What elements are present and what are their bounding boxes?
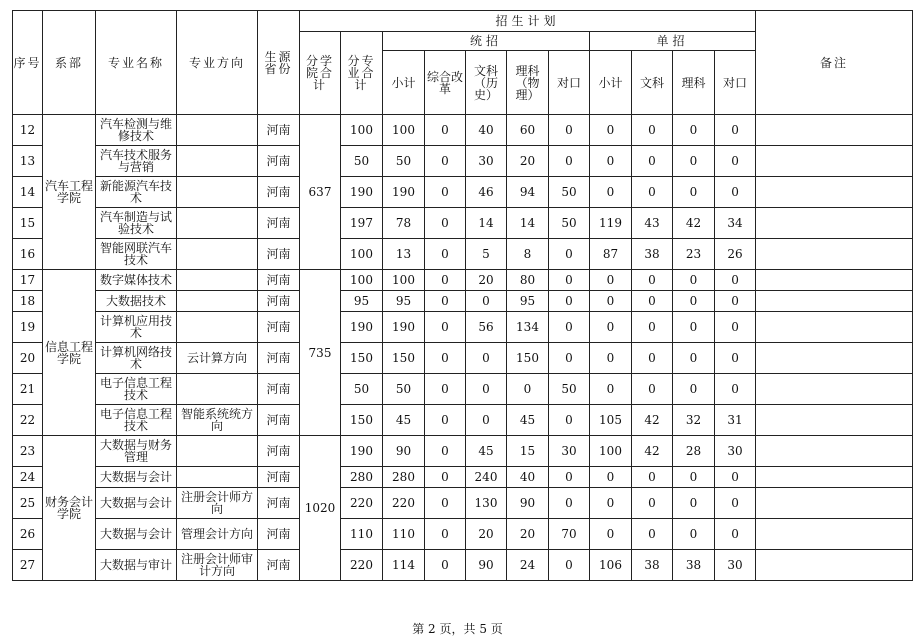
row-number-cell: 13 xyxy=(13,146,43,177)
header-single-subtotal: 小计 xyxy=(590,51,632,115)
major-total-cell: 280 xyxy=(341,467,383,488)
header-major-total: 分专业合计 xyxy=(341,32,383,115)
major-name-cell: 计算机网络技术 xyxy=(96,343,177,374)
province-cell: 河南 xyxy=(258,312,300,343)
single-arts-cell: 0 xyxy=(632,115,673,146)
single-subtotal-cell: 0 xyxy=(590,488,632,519)
major-name-cell: 汽车技术服务与营销 xyxy=(96,146,177,177)
unified-arts-cell: 130 xyxy=(466,488,507,519)
unified-science-cell: 20 xyxy=(507,146,549,177)
unified-arts-cell: 14 xyxy=(466,208,507,239)
unified-reform-cell: 0 xyxy=(425,488,466,519)
province-cell: 河南 xyxy=(258,239,300,270)
single-subtotal-cell: 119 xyxy=(590,208,632,239)
major-name-cell: 大数据技术 xyxy=(96,291,177,312)
unified-science-cell: 150 xyxy=(507,343,549,374)
unified-arts-cell: 30 xyxy=(466,146,507,177)
header-province: 生源省份 xyxy=(258,11,300,115)
unified-pair-cell: 0 xyxy=(549,312,590,343)
unified-arts-cell: 0 xyxy=(466,343,507,374)
single-subtotal-cell: 87 xyxy=(590,239,632,270)
single-subtotal-cell: 0 xyxy=(590,467,632,488)
department-cell: 汽车工程学院 xyxy=(43,115,96,270)
row-number-cell: 22 xyxy=(13,405,43,436)
single-subtotal-cell: 0 xyxy=(590,519,632,550)
major-direction-cell: 管理会计方向 xyxy=(177,519,258,550)
single-science-cell: 0 xyxy=(673,488,715,519)
table-row xyxy=(13,467,913,488)
remark-cell xyxy=(756,239,913,270)
unified-reform-cell: 0 xyxy=(425,208,466,239)
header-unified-pair: 对口 xyxy=(549,51,590,115)
major-total-cell: 150 xyxy=(341,343,383,374)
header-direction: 专业方向 xyxy=(177,11,258,115)
major-total-cell: 220 xyxy=(341,550,383,581)
header-dept: 系部 xyxy=(43,11,96,115)
major-total-cell: 100 xyxy=(341,115,383,146)
major-direction-cell xyxy=(177,146,258,177)
single-subtotal-cell: 0 xyxy=(590,177,632,208)
province-cell: 河南 xyxy=(258,115,300,146)
table-row xyxy=(13,405,913,436)
unified-pair-cell: 0 xyxy=(549,146,590,177)
enrollment-plan-table xyxy=(12,10,913,581)
single-science-cell: 38 xyxy=(673,550,715,581)
unified-pair-cell: 70 xyxy=(549,519,590,550)
unified-reform-cell: 0 xyxy=(425,239,466,270)
single-arts-cell: 0 xyxy=(632,374,673,405)
single-science-cell: 42 xyxy=(673,208,715,239)
remark-cell xyxy=(756,177,913,208)
unified-arts-cell: 0 xyxy=(466,374,507,405)
unified-subtotal-cell: 13 xyxy=(383,239,425,270)
unified-arts-cell: 46 xyxy=(466,177,507,208)
single-pair-cell: 0 xyxy=(715,374,756,405)
unified-reform-cell: 0 xyxy=(425,519,466,550)
unified-arts-cell: 20 xyxy=(466,519,507,550)
single-arts-cell: 0 xyxy=(632,270,673,291)
unified-reform-cell: 0 xyxy=(425,436,466,467)
single-science-cell: 28 xyxy=(673,436,715,467)
major-name-cell: 计算机应用技术 xyxy=(96,312,177,343)
unified-arts-cell: 0 xyxy=(466,291,507,312)
province-cell: 河南 xyxy=(258,405,300,436)
remark-cell xyxy=(756,374,913,405)
single-subtotal-cell: 0 xyxy=(590,291,632,312)
major-direction-cell xyxy=(177,177,258,208)
major-name-cell: 智能网联汽车技术 xyxy=(96,239,177,270)
row-number-cell: 18 xyxy=(13,291,43,312)
single-science-cell: 0 xyxy=(673,312,715,343)
header-unified-subtotal: 小计 xyxy=(383,51,425,115)
major-direction-cell xyxy=(177,208,258,239)
unified-science-cell: 40 xyxy=(507,467,549,488)
single-pair-cell: 26 xyxy=(715,239,756,270)
row-number-cell: 23 xyxy=(13,436,43,467)
unified-arts-cell: 90 xyxy=(466,550,507,581)
unified-science-cell: 24 xyxy=(507,550,549,581)
province-cell: 河南 xyxy=(258,208,300,239)
unified-arts-cell: 45 xyxy=(466,436,507,467)
province-cell: 河南 xyxy=(258,436,300,467)
single-pair-cell: 0 xyxy=(715,177,756,208)
province-cell: 河南 xyxy=(258,488,300,519)
major-name-cell: 汽车检测与维修技术 xyxy=(96,115,177,146)
unified-subtotal-cell: 100 xyxy=(383,115,425,146)
major-direction-cell xyxy=(177,115,258,146)
remark-cell xyxy=(756,467,913,488)
unified-subtotal-cell: 190 xyxy=(383,177,425,208)
row-number-cell: 24 xyxy=(13,467,43,488)
single-arts-cell: 0 xyxy=(632,519,673,550)
remark-cell xyxy=(756,405,913,436)
single-pair-cell: 0 xyxy=(715,488,756,519)
major-name-cell: 大数据与会计 xyxy=(96,467,177,488)
table-body xyxy=(13,115,913,581)
unified-subtotal-cell: 90 xyxy=(383,436,425,467)
single-science-cell: 23 xyxy=(673,239,715,270)
major-name-cell: 电子信息工程技术 xyxy=(96,405,177,436)
single-subtotal-cell: 0 xyxy=(590,343,632,374)
province-cell: 河南 xyxy=(258,550,300,581)
single-science-cell: 0 xyxy=(673,177,715,208)
table-row xyxy=(13,146,913,177)
single-pair-cell: 30 xyxy=(715,550,756,581)
header-unified: 统招 xyxy=(383,32,590,51)
table-header xyxy=(13,11,913,115)
unified-reform-cell: 0 xyxy=(425,405,466,436)
single-arts-cell: 0 xyxy=(632,177,673,208)
unified-reform-cell: 0 xyxy=(425,550,466,581)
unified-arts-cell: 240 xyxy=(466,467,507,488)
remark-cell xyxy=(756,519,913,550)
major-direction-cell xyxy=(177,239,258,270)
unified-reform-cell: 0 xyxy=(425,374,466,405)
row-number-cell: 20 xyxy=(13,343,43,374)
remark-cell xyxy=(756,146,913,177)
header-single-arts: 文科 xyxy=(632,51,673,115)
row-number-cell: 12 xyxy=(13,115,43,146)
major-total-cell: 50 xyxy=(341,146,383,177)
major-name-cell: 大数据与会计 xyxy=(96,488,177,519)
table-row xyxy=(13,343,913,374)
single-subtotal-cell: 100 xyxy=(590,436,632,467)
single-science-cell: 0 xyxy=(673,519,715,550)
single-subtotal-cell: 0 xyxy=(590,115,632,146)
unified-arts-cell: 40 xyxy=(466,115,507,146)
major-direction-cell xyxy=(177,270,258,291)
unified-reform-cell: 0 xyxy=(425,467,466,488)
unified-subtotal-cell: 50 xyxy=(383,146,425,177)
department-cell: 财务会计学院 xyxy=(43,436,96,581)
remark-cell xyxy=(756,270,913,291)
remark-cell xyxy=(756,291,913,312)
single-science-cell: 0 xyxy=(673,146,715,177)
single-subtotal-cell: 106 xyxy=(590,550,632,581)
single-science-cell: 0 xyxy=(673,115,715,146)
single-science-cell: 0 xyxy=(673,291,715,312)
single-arts-cell: 38 xyxy=(632,550,673,581)
single-arts-cell: 0 xyxy=(632,343,673,374)
major-total-cell: 100 xyxy=(341,270,383,291)
unified-subtotal-cell: 50 xyxy=(383,374,425,405)
table-row xyxy=(13,239,913,270)
single-pair-cell: 0 xyxy=(715,467,756,488)
single-arts-cell: 0 xyxy=(632,291,673,312)
unified-reform-cell: 0 xyxy=(425,343,466,374)
single-science-cell: 32 xyxy=(673,405,715,436)
major-name-cell: 大数据与审计 xyxy=(96,550,177,581)
unified-pair-cell: 0 xyxy=(549,488,590,519)
major-direction-cell: 注册会计师审计方向 xyxy=(177,550,258,581)
unified-pair-cell: 0 xyxy=(549,270,590,291)
major-total-cell: 220 xyxy=(341,488,383,519)
table-row xyxy=(13,550,913,581)
header-no: 序号 xyxy=(13,11,43,115)
major-direction-cell xyxy=(177,374,258,405)
major-total-cell: 50 xyxy=(341,374,383,405)
major-total-cell: 150 xyxy=(341,405,383,436)
major-name-cell: 数字媒体技术 xyxy=(96,270,177,291)
major-total-cell: 190 xyxy=(341,436,383,467)
province-cell: 河南 xyxy=(258,291,300,312)
single-arts-cell: 42 xyxy=(632,405,673,436)
single-pair-cell: 30 xyxy=(715,436,756,467)
unified-subtotal-cell: 114 xyxy=(383,550,425,581)
unified-subtotal-cell: 45 xyxy=(383,405,425,436)
unified-arts-cell: 5 xyxy=(466,239,507,270)
unified-subtotal-cell: 78 xyxy=(383,208,425,239)
unified-pair-cell: 50 xyxy=(549,177,590,208)
unified-subtotal-cell: 150 xyxy=(383,343,425,374)
table-row xyxy=(13,374,913,405)
single-arts-cell: 0 xyxy=(632,467,673,488)
unified-science-cell: 60 xyxy=(507,115,549,146)
unified-subtotal-cell: 95 xyxy=(383,291,425,312)
remark-cell xyxy=(756,436,913,467)
unified-reform-cell: 0 xyxy=(425,312,466,343)
single-arts-cell: 0 xyxy=(632,146,673,177)
header-single-pair: 对口 xyxy=(715,51,756,115)
remark-cell xyxy=(756,208,913,239)
table-row xyxy=(13,519,913,550)
unified-pair-cell: 0 xyxy=(549,115,590,146)
major-direction-cell: 注册会计师方向 xyxy=(177,488,258,519)
header-plan: 招生计划 xyxy=(300,11,756,32)
unified-subtotal-cell: 280 xyxy=(383,467,425,488)
single-pair-cell: 0 xyxy=(715,291,756,312)
table-row xyxy=(13,177,913,208)
college-total-cell: 735 xyxy=(300,270,341,436)
unified-pair-cell: 30 xyxy=(549,436,590,467)
single-science-cell: 0 xyxy=(673,374,715,405)
unified-subtotal-cell: 100 xyxy=(383,270,425,291)
unified-pair-cell: 0 xyxy=(549,343,590,374)
table-row xyxy=(13,270,913,291)
unified-reform-cell: 0 xyxy=(425,146,466,177)
remark-cell xyxy=(756,550,913,581)
table-row xyxy=(13,488,913,519)
major-direction-cell: 云计算方向 xyxy=(177,343,258,374)
unified-science-cell: 14 xyxy=(507,208,549,239)
header-single: 单招 xyxy=(590,32,756,51)
header-unified-arts: 文科（历史） xyxy=(466,51,507,115)
table-row xyxy=(13,115,913,146)
unified-pair-cell: 0 xyxy=(549,291,590,312)
remark-cell xyxy=(756,312,913,343)
table-row xyxy=(13,291,913,312)
row-number-cell: 21 xyxy=(13,374,43,405)
major-total-cell: 190 xyxy=(341,312,383,343)
unified-pair-cell: 0 xyxy=(549,239,590,270)
province-cell: 河南 xyxy=(258,177,300,208)
single-arts-cell: 0 xyxy=(632,312,673,343)
major-direction-cell xyxy=(177,291,258,312)
province-cell: 河南 xyxy=(258,467,300,488)
major-direction-cell: 智能系统统方向 xyxy=(177,405,258,436)
unified-science-cell: 8 xyxy=(507,239,549,270)
unified-science-cell: 15 xyxy=(507,436,549,467)
single-arts-cell: 43 xyxy=(632,208,673,239)
unified-reform-cell: 0 xyxy=(425,115,466,146)
unified-science-cell: 20 xyxy=(507,519,549,550)
major-name-cell: 大数据与财务管理 xyxy=(96,436,177,467)
unified-arts-cell: 0 xyxy=(466,405,507,436)
major-name-cell: 电子信息工程技术 xyxy=(96,374,177,405)
college-total-cell: 1020 xyxy=(300,436,341,581)
major-total-cell: 110 xyxy=(341,519,383,550)
unified-reform-cell: 0 xyxy=(425,291,466,312)
unified-reform-cell: 0 xyxy=(425,270,466,291)
unified-arts-cell: 20 xyxy=(466,270,507,291)
unified-science-cell: 45 xyxy=(507,405,549,436)
single-subtotal-cell: 0 xyxy=(590,374,632,405)
unified-science-cell: 95 xyxy=(507,291,549,312)
province-cell: 河南 xyxy=(258,519,300,550)
unified-pair-cell: 0 xyxy=(549,405,590,436)
major-direction-cell xyxy=(177,436,258,467)
table-row xyxy=(13,436,913,467)
unified-pair-cell: 0 xyxy=(549,467,590,488)
single-science-cell: 0 xyxy=(673,467,715,488)
single-pair-cell: 31 xyxy=(715,405,756,436)
single-pair-cell: 0 xyxy=(715,519,756,550)
unified-subtotal-cell: 220 xyxy=(383,488,425,519)
province-cell: 河南 xyxy=(258,270,300,291)
unified-science-cell: 80 xyxy=(507,270,549,291)
province-cell: 河南 xyxy=(258,374,300,405)
unified-subtotal-cell: 190 xyxy=(383,312,425,343)
unified-science-cell: 0 xyxy=(507,374,549,405)
row-number-cell: 27 xyxy=(13,550,43,581)
unified-science-cell: 90 xyxy=(507,488,549,519)
major-total-cell: 100 xyxy=(341,239,383,270)
header-remark: 备注 xyxy=(756,11,913,115)
row-number-cell: 15 xyxy=(13,208,43,239)
single-pair-cell: 34 xyxy=(715,208,756,239)
major-name-cell: 汽车制造与试验技术 xyxy=(96,208,177,239)
department-cell: 信息工程学院 xyxy=(43,270,96,436)
row-number-cell: 16 xyxy=(13,239,43,270)
single-subtotal-cell: 0 xyxy=(590,146,632,177)
major-total-cell: 190 xyxy=(341,177,383,208)
unified-science-cell: 134 xyxy=(507,312,549,343)
header-major: 专业名称 xyxy=(96,11,177,115)
province-cell: 河南 xyxy=(258,146,300,177)
single-pair-cell: 0 xyxy=(715,312,756,343)
unified-arts-cell: 56 xyxy=(466,312,507,343)
single-arts-cell: 42 xyxy=(632,436,673,467)
single-science-cell: 0 xyxy=(673,343,715,374)
single-subtotal-cell: 0 xyxy=(590,270,632,291)
unified-subtotal-cell: 110 xyxy=(383,519,425,550)
major-total-cell: 197 xyxy=(341,208,383,239)
single-pair-cell: 0 xyxy=(715,115,756,146)
unified-pair-cell: 50 xyxy=(549,374,590,405)
single-pair-cell: 0 xyxy=(715,270,756,291)
row-number-cell: 14 xyxy=(13,177,43,208)
row-number-cell: 19 xyxy=(13,312,43,343)
header-single-science: 理科 xyxy=(673,51,715,115)
header-unified-reform: 综合改革 xyxy=(425,51,466,115)
college-total-cell: 637 xyxy=(300,115,341,270)
page-footer: 第 2 页，共 5 页 xyxy=(412,622,503,636)
single-pair-cell: 0 xyxy=(715,146,756,177)
province-cell: 河南 xyxy=(258,343,300,374)
table-row xyxy=(13,208,913,239)
single-arts-cell: 38 xyxy=(632,239,673,270)
header-unified-science: 理科（物理） xyxy=(507,51,549,115)
remark-cell xyxy=(756,343,913,374)
unified-reform-cell: 0 xyxy=(425,177,466,208)
single-arts-cell: 0 xyxy=(632,488,673,519)
major-direction-cell xyxy=(177,467,258,488)
unified-pair-cell: 50 xyxy=(549,208,590,239)
unified-science-cell: 94 xyxy=(507,177,549,208)
major-total-cell: 95 xyxy=(341,291,383,312)
header-college-total: 分学院合计 xyxy=(300,32,341,115)
major-name-cell: 新能源汽车技术 xyxy=(96,177,177,208)
single-subtotal-cell: 105 xyxy=(590,405,632,436)
unified-pair-cell: 0 xyxy=(549,550,590,581)
single-pair-cell: 0 xyxy=(715,343,756,374)
major-direction-cell xyxy=(177,312,258,343)
major-name-cell: 大数据与会计 xyxy=(96,519,177,550)
row-number-cell: 25 xyxy=(13,488,43,519)
row-number-cell: 26 xyxy=(13,519,43,550)
remark-cell xyxy=(756,488,913,519)
table-row xyxy=(13,312,913,343)
single-subtotal-cell: 0 xyxy=(590,312,632,343)
row-number-cell: 17 xyxy=(13,270,43,291)
remark-cell xyxy=(756,115,913,146)
single-science-cell: 0 xyxy=(673,270,715,291)
